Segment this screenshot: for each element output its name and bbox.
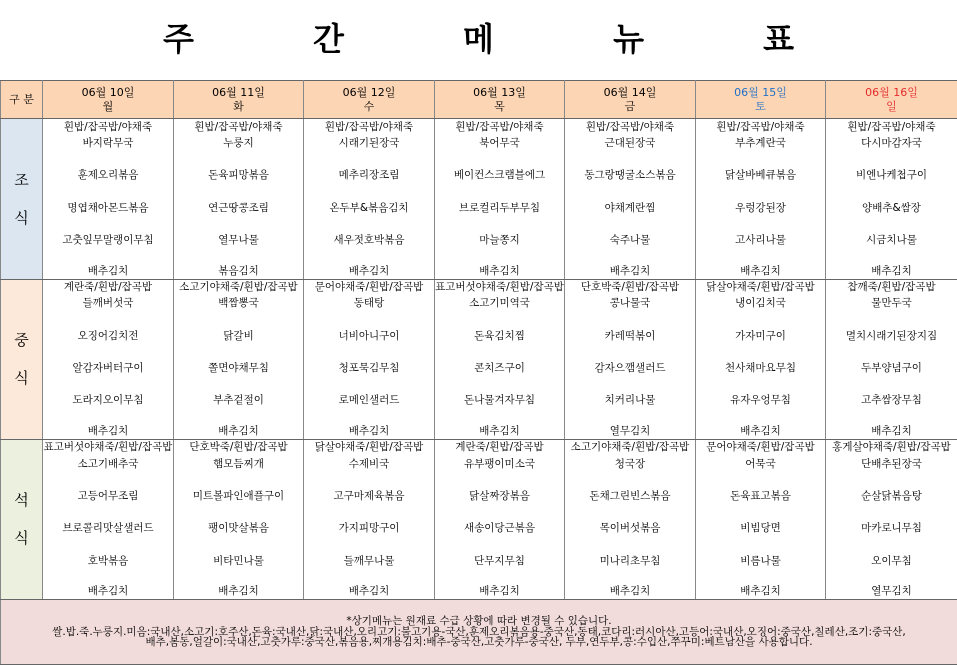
menu-item [304,505,435,519]
menu-item [696,473,826,487]
menu-item [696,217,826,231]
menu-item [565,409,696,423]
menu-item [304,473,435,487]
lunch-section-label [1,279,43,439]
menu-item: 배추김치 [565,584,696,600]
menu-item [435,185,565,199]
day-header [565,81,696,119]
menu-item [696,345,826,359]
menu-item [43,377,174,391]
menu-item [174,570,304,584]
menu-item [826,217,957,231]
menu-item: 닭살야채죽/흰밥/잡곡밥 [696,279,826,295]
section-label-char: 식 [14,208,29,227]
menu-item [435,313,565,327]
menu-item: 고등어무조림 [43,487,174,505]
menu-item [174,152,304,166]
menu-item [826,505,957,519]
menu-item: 배추김치 [826,264,957,280]
menu-item: 들깨버섯국 [43,295,174,313]
menu-item [696,377,826,391]
menu-item [174,377,304,391]
day-date: 06월 15일 [734,86,787,100]
menu-item: 숙주나물 [565,231,696,249]
menu-item: 계란죽/흰밥/잡곡밥 [435,439,565,455]
menu-item: 호박볶음 [43,552,174,570]
section-label-char: 석 [14,491,29,510]
day-of-week: 월 [102,100,114,114]
menu-item: 브로콜리맛살샐러드 [43,519,174,537]
menu-item: 돈육김치찜 [435,327,565,345]
section-label-char: 중 [14,331,29,350]
menu-item: 고사리나물 [696,231,826,249]
menu-item: 브로컬리두부무침 [435,199,565,217]
menu-item: 흰밥/잡곡밥/야채죽 [826,119,957,135]
menu-item [304,313,435,327]
menu-item [174,249,304,263]
day-of-week: 목 [494,100,505,114]
menu-item: 배추김치 [304,584,435,600]
menu-item: 오징어김치전 [43,327,174,345]
section-label-char: 식 [14,529,29,548]
menu-item: 두부양념구이 [826,359,957,377]
menu-item [696,570,826,584]
menu-item: 우렁강된장 [696,199,826,217]
menu-item [304,185,435,199]
menu-item [304,409,435,423]
menu-item [565,313,696,327]
menu-item [435,249,565,263]
menu-item [43,409,174,423]
menu-item [696,409,826,423]
menu-item: 닭살짜장볶음 [435,487,565,505]
menu-item [826,537,957,551]
menu-item [435,570,565,584]
menu-item: 열무김치 [565,424,696,440]
menu-item [174,537,304,551]
day-date: 06월 10일 [81,86,135,100]
menu-item: 홍게살야채죽/흰밥/잡곡밥 [826,439,957,455]
section-label-char: 식 [14,369,29,388]
menu-item: 단무지무침 [435,552,565,570]
menu-item: 양배추&쌈장 [826,199,957,217]
menu-item: 배추김치 [43,584,174,600]
menu-item [696,152,826,166]
menu-item: 물만두국 [826,295,957,313]
menu-item: 흰밥/잡곡밥/야채죽 [565,119,696,135]
menu-item: 순살닭볶음탕 [826,487,957,505]
menu-item: 고춧잎무말랭이무침 [43,231,174,249]
menu-item [43,313,174,327]
menu-item [565,345,696,359]
menu-item: 배추김치 [43,264,174,280]
menu-item: 시래기된장국 [304,134,435,152]
menu-item [304,249,435,263]
menu-item [565,505,696,519]
weekly-menu-table [0,80,957,665]
menu-item: 훈제오리볶음 [43,167,174,185]
menu-item: 시금치나물 [826,231,957,249]
menu-item [565,185,696,199]
menu-item [696,505,826,519]
menu-item [826,345,957,359]
menu-item: 쫄면야채무침 [174,359,304,377]
menu-item: 청국장 [565,455,696,473]
menu-item: 비타민나물 [174,552,304,570]
menu-item: 돈나물겨자무침 [435,392,565,410]
day-of-week: 화 [233,100,244,114]
menu-item: 비빔당면 [696,519,826,537]
notice-line2: 쌀.밥.죽.누룽지.미음:국내산,소고기:호주산,돈육:국내산,닭:국내산,오리고기:불고기용-국산,훈제오리볶음용-중국산,동태,코다리:러시아산,고등어:국내산,오징어:중국산,칠레산,조기:중국산, [52,625,906,638]
menu-item: 멸치시래기된장지짐 [826,327,957,345]
menu-item: 배추김치 [43,424,174,440]
menu-item [435,409,565,423]
menu-item: 감자으깸샐러드 [565,359,696,377]
menu-item [43,249,174,263]
menu-item: 배추김치 [435,264,565,280]
menu-item [435,473,565,487]
menu-item: 온두부&볶음김치 [304,199,435,217]
menu-item: 소고기배추국 [43,455,174,473]
menu-item [304,345,435,359]
menu-item: 배추김치 [174,424,304,440]
menu-item [435,505,565,519]
menu-item [43,570,174,584]
day-header [174,81,304,119]
menu-item: 닭살야채죽/흰밥/잡곡밥 [304,439,435,455]
menu-item: 배추김치 [174,584,304,600]
menu-item: 베이컨스크램블에그 [435,167,565,185]
menu-item [565,152,696,166]
menu-item [696,249,826,263]
menu-item: 알감자버터구이 [43,359,174,377]
notice-line1: *상기메뉴는 원재료 수급 상황에 따라 변경될 수 있습니다. [346,615,612,628]
menu-item: 흰밥/잡곡밥/야채죽 [43,119,174,135]
page-title: 주 간 메 뉴 표 [162,20,849,58]
menu-item [43,537,174,551]
menu-item: 가자미구이 [696,327,826,345]
menu-item [696,313,826,327]
menu-item [826,570,957,584]
menu-item: 표고버섯야채죽/흰밥/잡곡밥 [43,441,173,454]
menu-item: 햄모듬찌개 [174,455,304,473]
menu-item [435,377,565,391]
menu-item: 소고기미역국 [435,295,565,313]
day-header [43,81,174,119]
notice-line3: 배추,봄동,얼갈이:국내산,고춧가루:중국산,볶음용,찌개용김치:배추-중국산,고춧가루-중국산, 두부,연두부,콩:수입산,쭈꾸미:베트남산을 사용합니다. [145,636,813,649]
menu-item: 동그랑땡굴소스볶음 [565,167,696,185]
menu-item: 부추계란국 [696,134,826,152]
menu-item: 배추김치 [435,584,565,600]
menu-item: 단호박죽/흰밥/잡곡밥 [565,279,696,295]
dinner-section-label [1,439,43,599]
menu-item [43,185,174,199]
menu-item [43,345,174,359]
menu-item: 계란죽/흰밥/잡곡밥 [43,279,174,295]
menu-item: 흰밥/잡곡밥/야채죽 [174,119,304,135]
menu-item: 배추김치 [826,424,957,440]
day-header [435,81,565,119]
day-date: 06월 11일 [212,86,265,100]
menu-item: 배추김치 [435,424,565,440]
menu-item [435,217,565,231]
menu-item: 카레떡볶이 [565,327,696,345]
day-header [304,81,435,119]
menu-item: 바지락무국 [43,134,174,152]
day-date: 06월 12일 [342,86,396,100]
menu-item: 열무나물 [174,231,304,249]
menu-item: 흰밥/잡곡밥/야채죽 [696,119,826,135]
day-of-week: 금 [624,100,636,114]
menu-item: 새송이당근볶음 [435,519,565,537]
menu-item: 팽이맛살볶음 [174,519,304,537]
menu-item: 닭갈비 [174,327,304,345]
menu-item: 볶음김치 [174,264,304,280]
menu-item [304,377,435,391]
menu-item [826,409,957,423]
origin-notice [1,600,957,665]
menu-item: 소고기야채죽/흰밥/잡곡밥 [565,439,696,455]
menu-item [565,473,696,487]
menu-item: 배추김치 [565,264,696,280]
menu-item [826,473,957,487]
menu-item: 치커리나물 [565,392,696,410]
menu-item: 콘치즈구이 [435,359,565,377]
menu-item: 비엔나케첩구이 [826,167,957,185]
day-header [826,81,957,119]
menu-item [826,185,957,199]
menu-item: 연근땅콩조림 [174,199,304,217]
menu-item: 마늘쫑지 [435,231,565,249]
menu-item [174,409,304,423]
menu-item [174,185,304,199]
menu-item: 야채계란찜 [565,199,696,217]
day-date: 06월 14일 [603,86,657,100]
menu-item [826,313,957,327]
menu-item: 들깨무나물 [304,552,435,570]
menu-item [43,152,174,166]
menu-item [174,505,304,519]
menu-item: 메추리장조림 [304,167,435,185]
menu-item [43,505,174,519]
menu-item: 천사채마요무침 [696,359,826,377]
day-date: 06월 13일 [473,86,526,100]
menu-item: 문어야채죽/흰밥/잡곡밥 [696,439,826,455]
menu-item [435,345,565,359]
menu-item: 유부팽이미소국 [435,455,565,473]
menu-item [304,152,435,166]
menu-item [696,537,826,551]
menu-item: 고추쌈장무침 [826,392,957,410]
menu-item: 미나리초무침 [565,552,696,570]
menu-item: 돈채그린빈스볶음 [565,487,696,505]
menu-item: 단배추된장국 [826,455,957,473]
menu-item [174,313,304,327]
menu-item: 유자우엉무침 [696,392,826,410]
section-label-char: 조 [14,170,29,189]
menu-item: 문어야채죽/흰밥/잡곡밥 [304,279,435,295]
menu-item: 마카로니무침 [826,519,957,537]
menu-item: 다시마감자국 [826,134,957,152]
menu-item [43,217,174,231]
menu-item [435,537,565,551]
day-of-week: 토 [755,100,766,114]
menu-item [174,345,304,359]
menu-item: 로메인샐러드 [304,392,435,410]
menu-item: 고구마제육볶음 [304,487,435,505]
menu-item [565,537,696,551]
menu-item: 흰밥/잡곡밥/야채죽 [435,119,565,135]
menu-item: 닭살바베큐볶음 [696,167,826,185]
menu-item [435,152,565,166]
menu-item: 단호박죽/흰밥/잡곡밥 [174,439,304,455]
menu-item [826,249,957,263]
menu-item: 도라지오이무침 [43,392,174,410]
menu-item [304,570,435,584]
menu-item: 부추겉절이 [174,392,304,410]
menu-item: 콩나물국 [565,295,696,313]
menu-item: 돈육표고볶음 [696,487,826,505]
menu-item: 돈육피망볶음 [174,167,304,185]
menu-item [565,570,696,584]
menu-item [826,152,957,166]
menu-item: 청포묵김무침 [304,359,435,377]
menu-item: 배추김치 [304,264,435,280]
menu-item [174,217,304,231]
menu-item: 너비아니구이 [304,327,435,345]
menu-item: 수제비국 [304,455,435,473]
day-of-week: 수 [363,100,375,114]
menu-item: 찹깨죽/흰밥/잡곡밥 [826,279,957,295]
menu-item: 명엽채아몬드볶음 [43,199,174,217]
menu-item: 어묵국 [696,455,826,473]
menu-item: 가지피망구이 [304,519,435,537]
menu-item: 배추김치 [696,264,826,280]
menu-item: 배추김치 [304,424,435,440]
menu-item: 배추김치 [696,584,826,600]
menu-item: 오이무침 [826,552,957,570]
gubun-header: 구 분 [1,81,43,119]
menu-item [304,217,435,231]
menu-item: 소고기야채죽/흰밥/잡곡밥 [174,279,304,295]
menu-item [696,185,826,199]
menu-item: 근대된장국 [565,134,696,152]
menu-item: 흰밥/잡곡밥/야채죽 [304,119,435,135]
menu-item: 누룽지 [174,134,304,152]
day-header [696,81,826,119]
menu-item: 백짬뽕국 [174,295,304,313]
menu-item: 북어무국 [435,134,565,152]
menu-item: 표고버섯야채죽/흰밥/잡곡밥 [435,280,564,293]
menu-item [565,249,696,263]
menu-item: 목이버섯볶음 [565,519,696,537]
day-of-week: 일 [886,100,897,114]
menu-item [304,537,435,551]
menu-item [565,377,696,391]
breakfast-section-label [1,119,43,279]
menu-item: 열무김치 [826,584,957,600]
menu-item [174,473,304,487]
menu-item: 냉이김치국 [696,295,826,313]
day-date: 06월 16일 [865,86,918,100]
menu-item [826,377,957,391]
menu-item: 비름나물 [696,552,826,570]
menu-item: 동태탕 [304,295,435,313]
menu-item: 배추김치 [696,424,826,440]
menu-item: 미트볼파인애플구이 [174,487,304,505]
menu-item [43,473,174,487]
menu-item: 새우젓호박볶음 [304,231,435,249]
menu-item [565,217,696,231]
